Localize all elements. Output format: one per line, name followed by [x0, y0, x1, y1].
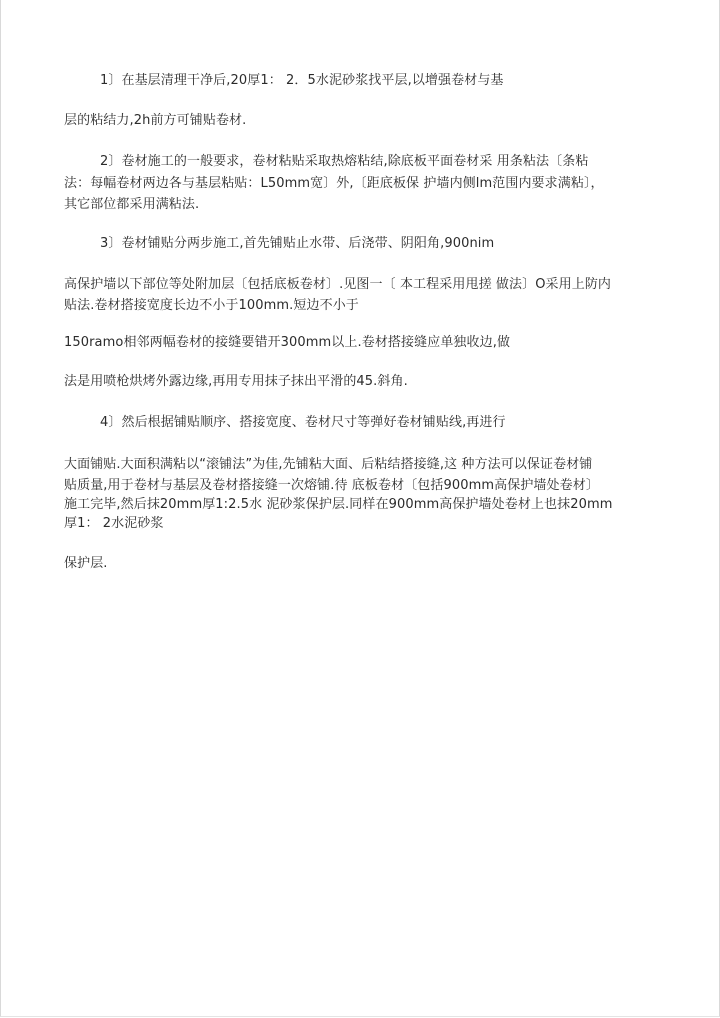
- paragraph-3-line-1: 3〕卷材铺贴分两步施工,首先铺贴止水带、后浇带、阴阳角,900nim: [100, 236, 495, 251]
- paragraph-4-line-3: 贴质量,用于卷材与基层及卷材搭接缝一次熔铺.待 底板卷材〔包括900mm高保护墙处卷材〕: [64, 478, 599, 493]
- paragraph-3-line-2: 高保护墙以下部位等处附加层〔包括底板卷材〕.见图一〔 本工程采用甩搓 做法〕O采用上防内: [64, 277, 612, 292]
- paragraph-4-line-1: 4〕然后根据铺贴顺序、搭接宽度、卷材尺寸等弹好卷材铺贴线,再进行: [100, 415, 506, 430]
- paragraph-3-line-4: 150ramo相邻两幅卷材的接缝要错开300mm以上.卷材搭接缝应单独收边,做: [64, 335, 511, 350]
- paragraph-2-line-3: 其它部位都采用满粘法.: [64, 197, 200, 212]
- paragraph-3-line-5: 法是用喷枪烘烤外露边缘,再用专用抹子抹出平滑的45.斜角.: [64, 374, 408, 389]
- paragraph-4-line-5: 厚1： 2水泥砂浆: [64, 516, 164, 531]
- paragraph-1-line-1: 1〕在基层清理干净后,20厚1： 2．5水泥砂浆找平层,以增强卷材与基: [100, 73, 504, 88]
- paragraph-4-line-6: 保护层.: [64, 556, 108, 571]
- paragraph-2-line-2: 法：每幅卷材两边各与基层粘贴：L50mm宽〕外,〔距底板保 护墙内侧lm范围内要求满粘〕，: [64, 176, 604, 191]
- paragraph-4-line-2: 大面铺贴.大面积满粘以“滚铺法”为佳,先铺粘大面、后粘结搭接缝,这 种方法可以保证卷材铺: [64, 457, 593, 472]
- paragraph-3-line-3: 贴法.卷材搭接宽度长边不小于100mm.短边不小于: [64, 298, 359, 313]
- paragraph-1-line-2: 层的粘结力,2h前方可铺贴卷材.: [64, 113, 247, 128]
- paragraph-2-line-1: 2〕卷材施工的一般要求，卷材粘贴采取热熔粘结,除底板平面卷材采 用条粘法〔条粘: [100, 154, 589, 169]
- paragraph-4-line-4: 施工完毕,然后抹20mm厚1:2.5水 泥砂浆保护层.同样在900mm高保护墙处卷材上也抹20mm: [64, 497, 613, 512]
